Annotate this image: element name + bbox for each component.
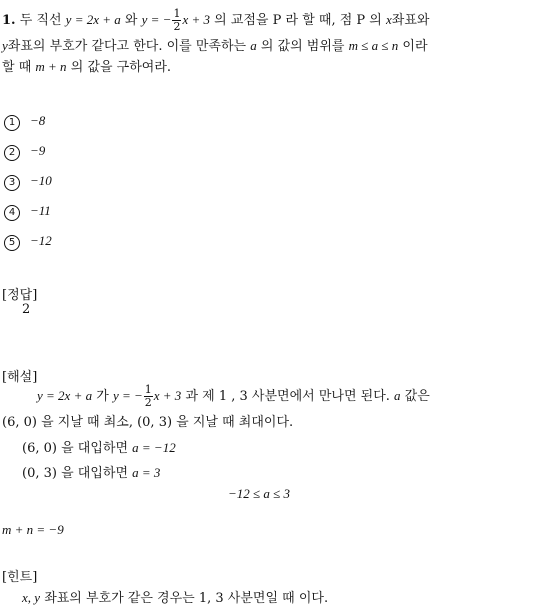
- solution-line-1: y = 2x + a 가 y = − $\frac{1}{2}$ x + 3 과 제 1 , 3 사분면에서 만나면 된다. a 값은: [37, 383, 430, 409]
- fraction: $\frac{1}{2}$: [173, 7, 181, 33]
- choice-mark: 4: [4, 205, 20, 221]
- problem-number: 1.: [2, 13, 16, 28]
- answer-value: 2: [22, 302, 31, 317]
- solution-line-4: (0, 3) 을 대입하면 a = 3: [22, 465, 161, 481]
- hint-label: [힌트]: [2, 570, 38, 585]
- choice-mark: 3: [4, 175, 20, 191]
- choice-3[interactable]: 3 −10: [4, 173, 52, 191]
- hint-text: x, y 좌표의 부호가 같은 경우는 1, 3 사분면일 때 이다.: [22, 590, 329, 606]
- choice-5[interactable]: 5 −12: [4, 233, 52, 251]
- problem-line-2: y좌표의 부호가 같다고 한다. 이를 만족하는 a 의 값의 범위를 m ≤ a ≤ n 이라: [2, 38, 428, 54]
- solution-result: m + n = −9: [2, 522, 64, 537]
- choice-1[interactable]: 1 −8: [4, 113, 45, 131]
- solution-label: [해설]: [2, 370, 38, 385]
- choice-mark: 2: [4, 145, 20, 161]
- choice-2[interactable]: 2 −9: [4, 143, 45, 161]
- choice-mark: 5: [4, 235, 20, 251]
- answer-label: [정답]: [2, 288, 38, 303]
- solution-line-2: (6, 0) 을 지날 때 최소, (0, 3) 을 지날 때 최대이다.: [2, 415, 294, 430]
- problem-line-3: 할 때 m + n 의 값을 구하여라.: [2, 59, 172, 75]
- problem-line-1: 1. 두 직선 y = 2x + a 와 y = − $\frac{1}{2}$ x + 3 의 교점을 P 라 할 때, 점 P 의 x좌표와: [2, 7, 430, 33]
- choice-mark: 1: [4, 115, 20, 131]
- solution-line-3: (6, 0) 을 대입하면 a = −12: [22, 440, 176, 456]
- fraction: $\frac{1}{2}$: [144, 383, 152, 409]
- solution-inequality: −12 ≤ a ≤ 3: [228, 486, 291, 501]
- choice-4[interactable]: 4 −11: [4, 203, 51, 221]
